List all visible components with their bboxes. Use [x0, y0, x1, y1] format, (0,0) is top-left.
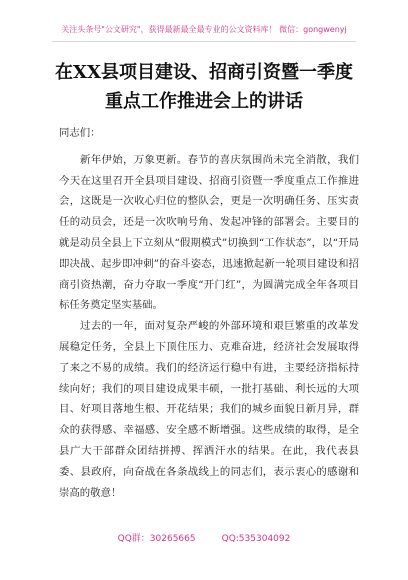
footer-qq: QQ:535304092 [221, 534, 291, 544]
header-divider [52, 41, 356, 42]
header-note: 关注头条号"公文研究"，获得最新最全最专业的公文资料库！ 微信：gongwenyj [61, 25, 347, 34]
footer-qq-group: QQ群：30265665 [117, 534, 196, 544]
document-body [59, 123, 359, 503]
footer-contact [0, 531, 408, 544]
paragraph-2: 过去的一年，面对复杂严峻的外部环境和艰巨繁重的改革发展稳定任务，全县上下顶住压力、克难奋进，经济社会发展取得了来之不易的成绩。我们的经济运行稳中有进，主要经济指标持续向好；我们的项目建设成果丰硕，一批打基础、利长远的大项目、好项目落地生根、开花结果；我们的城乡面貌日新月异，群众的获得感、幸福感、安全感不断增强。这些成绩的取得，是全县广大干部群众团结拼搏、挥洒汗水的结果。在此，我代表县委、县政府，向奋战在各条战线上的同志们，表示衷心的感谢和崇高的敬意！ [59, 320, 359, 499]
document-title: 在XX县项目建设、招商引资暨一季度重点工作推进会上的讲话 [55, 62, 353, 112]
greeting: 同志们： [59, 127, 101, 139]
paragraph-1: 新年伊始，万象更新。春节的喜庆氛围尚未完全消散，我们今天在这里召开全县项目建设、招商引资暨一季度重点工作推进会，这既是一次收心归位的整队会，更是一次明确任务、压实责任的动员会，还是一次吹响号角、发起冲锋的部署会。主要目的就是动员全县上下立刻从“假期模式”切换到“工作状态”，以“开局即决战、起步即冲刺”的奋斗姿态，迅速掀起新一轮项目建设和招商引资热潮，奋力夺取一季度“开门红”，为圆满完成全年各项目标任务奠定坚实基础。 [59, 153, 359, 312]
